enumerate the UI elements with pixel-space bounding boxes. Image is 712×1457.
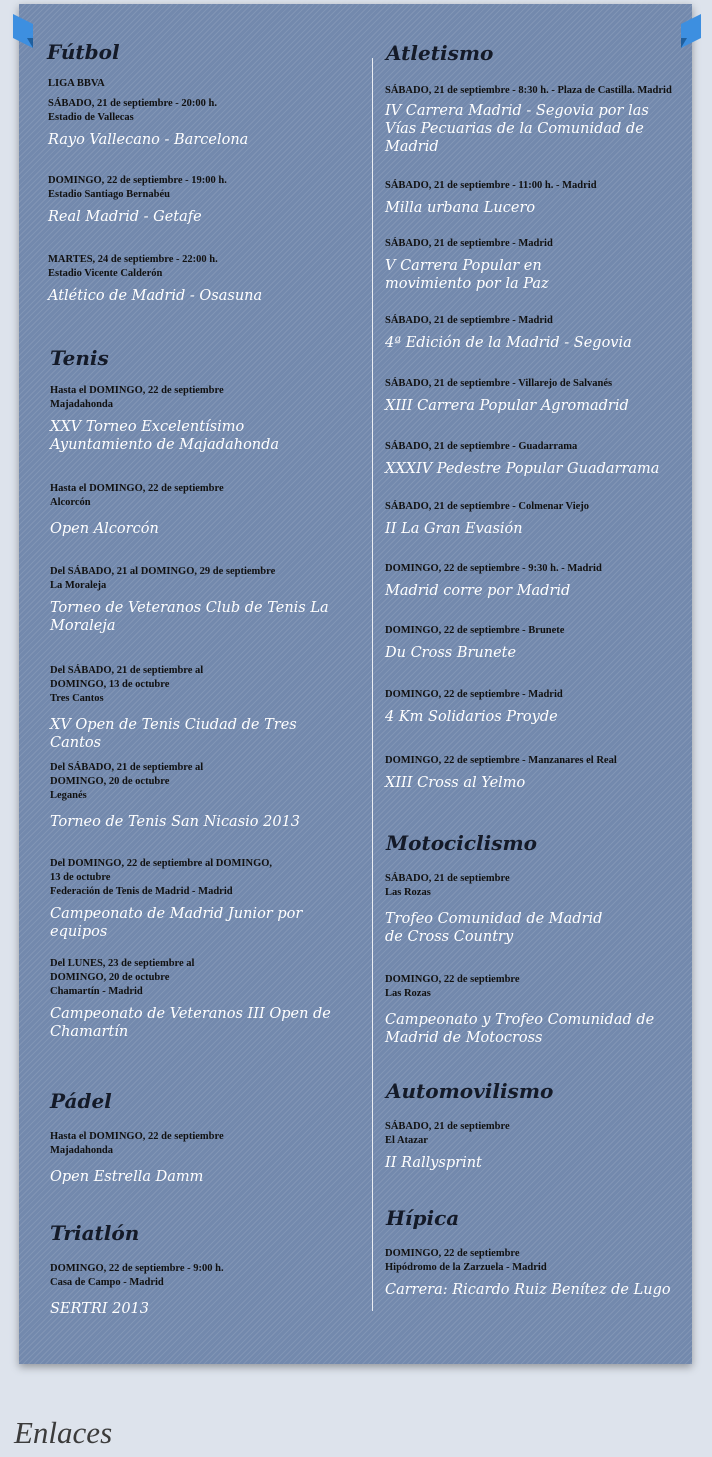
event-title[interactable]: Trofeo Comunidad de Madrid de Cross Country: [385, 911, 603, 945]
event-date: DOMINGO, 22 de septiembre - Manzanares el Real: [385, 755, 617, 766]
event-title[interactable]: V Carrera Popular en movimiento por la Paz: [385, 258, 549, 292]
event-item: [50, 384, 346, 454]
event-title[interactable]: XIII Carrera Popular Agromadrid: [385, 398, 629, 414]
event-item: [385, 179, 690, 217]
event-title[interactable]: Campeonato de Madrid Junior por equipos: [50, 906, 303, 940]
event-date: SÁBADO, 21 de septiembre - Villarejo de Salvanés: [385, 378, 613, 389]
event-title[interactable]: Torneo de Tenis San Nicasio 2013: [50, 814, 301, 830]
event-venue: Majadahonda: [50, 399, 114, 410]
event-date: Del DOMINGO, 22 de septiembre al DOMINGO, 13 de octubre: [50, 858, 273, 883]
event-item: [385, 624, 690, 662]
event-venue: La Moraleja: [50, 580, 107, 591]
column-divider: [372, 58, 373, 1311]
event-venue: Chamartín - Madrid: [50, 986, 143, 997]
event-title[interactable]: XXXIV Pedestre Popular Guadarrama: [385, 461, 660, 477]
section-heading-atletismo: Atletismo: [386, 41, 494, 65]
event-venue: Leganés: [50, 790, 87, 801]
event-item: [385, 84, 675, 156]
ribbon-left-icon: [13, 14, 33, 48]
event-item: [50, 957, 331, 1041]
event-item: [385, 872, 690, 946]
event-date: Del SÁBADO, 21 al DOMINGO, 29 de septiembre: [50, 566, 276, 577]
event-title[interactable]: Atlético de Madrid - Osasuna: [48, 288, 263, 304]
event-title[interactable]: II La Gran Evasión: [385, 521, 523, 537]
event-title[interactable]: Open Alcorcón: [50, 521, 159, 537]
event-title[interactable]: Campeonato de Veteranos III Open de Chamartín: [50, 1006, 331, 1040]
event-venue: Tres Cantos: [50, 693, 104, 704]
event-date: Del SÁBADO, 21 de septiembre al DOMINGO, 13 de octubre: [50, 665, 204, 690]
event-title[interactable]: Milla urbana Lucero: [385, 200, 536, 216]
event-date: SÁBADO, 21 de septiembre: [385, 873, 510, 884]
event-date: SÁBADO, 21 de septiembre - Guadarrama: [385, 441, 578, 452]
event-item: [385, 754, 690, 792]
event-title[interactable]: Rayo Vallecano - Barcelona: [48, 132, 249, 148]
event-date: DOMINGO, 22 de septiembre - Madrid: [385, 689, 563, 700]
event-venue: Estadio Santiago Bernabéu: [48, 189, 170, 200]
ribbon-right-icon: [681, 14, 701, 48]
event-item: [385, 237, 625, 293]
section-heading-hipica: Hípica: [386, 1206, 460, 1230]
event-item: [48, 97, 346, 149]
section-heading-tenis: Tenis: [50, 346, 109, 370]
event-item: [48, 174, 346, 226]
event-item: [50, 1262, 346, 1318]
event-venue: Federación de Tenis de Madrid - Madrid: [50, 886, 233, 897]
event-date: SÁBADO, 21 de septiembre - 20:00 h.: [48, 98, 217, 109]
event-date: SÁBADO, 21 de septiembre: [385, 1121, 510, 1132]
event-item: [48, 253, 346, 305]
event-title[interactable]: XV Open de Tenis Ciudad de Tres Cantos: [50, 717, 297, 751]
event-venue: Estadio de Vallecas: [48, 112, 134, 123]
event-item: [385, 500, 690, 538]
section-heading-padel: Pádel: [50, 1089, 112, 1113]
event-title[interactable]: Real Madrid - Getafe: [48, 209, 202, 225]
event-item: [385, 973, 690, 1047]
event-venue: Majadahonda: [50, 1145, 114, 1156]
event-title[interactable]: XXV Torneo Excelentísimo Ayuntamiento de Majadahonda: [50, 419, 280, 453]
event-title[interactable]: SERTRI 2013: [50, 1301, 150, 1317]
event-date: SÁBADO, 21 de septiembre - Madrid: [385, 238, 553, 249]
event-title[interactable]: 4ª Edición de la Madrid - Segovia: [385, 335, 632, 351]
event-date: SÁBADO, 21 de septiembre - Colmenar Viejo: [385, 501, 590, 512]
event-item: [385, 562, 690, 600]
event-item: [50, 565, 346, 635]
event-title[interactable]: Carrera: Ricardo Ruiz Benítez de Lugo: [385, 1282, 671, 1298]
event-date: DOMINGO, 22 de septiembre - 9:30 h. - Madrid: [385, 563, 602, 574]
event-date: SÁBADO, 21 de septiembre - 11:00 h. - Madrid: [385, 180, 597, 191]
event-title[interactable]: Madrid corre por Madrid: [385, 583, 571, 599]
event-venue: Estadio Vicente Calderón: [48, 268, 163, 279]
links-heading: Enlaces: [14, 1415, 113, 1450]
event-date: DOMINGO, 22 de septiembre - 9:00 h.: [50, 1263, 224, 1274]
section-heading-futbol: Fútbol: [47, 40, 120, 64]
event-title[interactable]: XIII Cross al Yelmo: [385, 775, 526, 791]
event-date: SÁBADO, 21 de septiembre - Madrid: [385, 315, 553, 326]
event-item: [385, 314, 690, 352]
event-date: DOMINGO, 22 de septiembre: [385, 1248, 520, 1259]
event-venue: El Atazar: [385, 1135, 428, 1146]
event-item: [385, 688, 690, 726]
section-heading-automovilismo: Automovilismo: [386, 1079, 554, 1103]
event-date: Del LUNES, 23 de septiembre al DOMINGO, 20 de octubre: [50, 958, 195, 983]
event-date: Hasta el DOMINGO, 22 de septiembre: [50, 483, 224, 494]
event-title[interactable]: Open Estrella Damm: [50, 1169, 204, 1185]
event-title[interactable]: 4 Km Solidarios Proyde: [385, 709, 558, 725]
event-date: Hasta el DOMINGO, 22 de septiembre: [50, 385, 224, 396]
event-item: [50, 761, 301, 831]
event-item: [50, 857, 303, 941]
event-date: SÁBADO, 21 de septiembre - 8:30 h. - Plaza de Castilla. Madrid: [385, 85, 672, 96]
event-date: Hasta el DOMINGO, 22 de septiembre: [50, 1131, 224, 1142]
event-title[interactable]: Torneo de Veteranos Club de Tenis La Moraleja: [50, 600, 329, 634]
section-heading-triatlon: Triatlón: [50, 1221, 140, 1245]
event-date: Del SÁBADO, 21 de septiembre al DOMINGO, 20 de octubre: [50, 762, 204, 787]
event-date: DOMINGO, 22 de septiembre - Brunete: [385, 625, 565, 636]
event-item: [50, 664, 297, 752]
event-date: DOMINGO, 22 de septiembre - 19:00 h.: [48, 175, 227, 186]
event-item: [50, 1130, 346, 1186]
event-venue: Las Rozas: [385, 988, 431, 999]
event-venue: Alcorcón: [50, 497, 91, 508]
event-item: [385, 1247, 690, 1299]
event-title[interactable]: Du Cross Brunete: [385, 645, 517, 661]
event-date: DOMINGO, 22 de septiembre: [385, 974, 520, 985]
event-title[interactable]: II Rallysprint: [385, 1155, 482, 1171]
event-item: [385, 1120, 690, 1172]
event-venue: Las Rozas: [385, 887, 431, 898]
section-heading-motociclismo: Motociclismo: [386, 831, 537, 855]
event-item: [385, 377, 690, 415]
event-title[interactable]: IV Carrera Madrid - Segovia por las Vías Pecuarias de la Comunidad de Madrid: [385, 103, 649, 155]
event-date: MARTES, 24 de septiembre - 22:00 h.: [48, 254, 218, 265]
event-venue: Hipódromo de la Zarzuela - Madrid: [385, 1262, 547, 1273]
event-item: [50, 482, 346, 538]
event-venue: Casa de Campo - Madrid: [50, 1277, 164, 1288]
event-title[interactable]: Campeonato y Trofeo Comunidad de Madrid de Motocross: [385, 1012, 655, 1046]
league-label: LIGA BBVA: [48, 78, 105, 89]
event-item: [385, 440, 690, 478]
